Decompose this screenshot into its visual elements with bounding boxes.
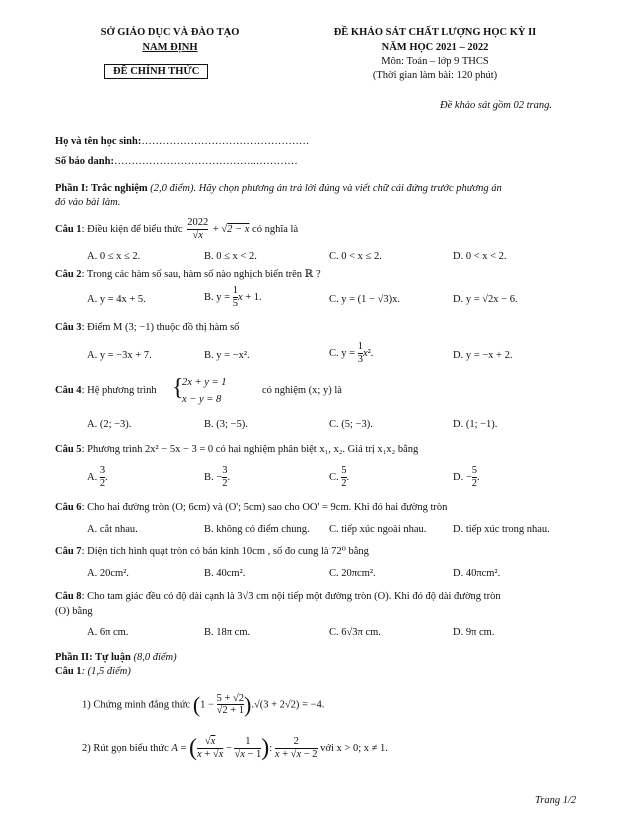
student-id-row (55, 156, 298, 167)
q5-option-a: A. $\frac{3}{2}$ . (87, 465, 108, 489)
q2-option-b: B. y = $\frac{1}{5}$ x + 1. (204, 285, 262, 309)
q4-tail: có nghiệm (x; y) là (262, 385, 342, 396)
q1-option-a: A. 0 ≤ x ≤ 2. (87, 251, 141, 262)
q8-option-b: B. 18π cm. (204, 627, 251, 638)
school-year: NĂM HỌC 2021 – 2022 (381, 42, 489, 53)
q3-option-a: A. y = −3x + 7. (87, 350, 152, 361)
part2-item-2-tail: với x > 0; x ≠ 1. (320, 742, 388, 754)
q3-option-d: D. y = −x + 2. (453, 350, 513, 361)
q2-option-c: C. y = (1 − √3)x. (329, 294, 400, 305)
q3-label: Câu 3 (55, 322, 82, 333)
q1-fraction: $\frac{2022}{√x}$ (187, 217, 209, 241)
q3-option-c: C. y = $\frac{1}{3}$ x². (329, 341, 374, 365)
page-number: Trang 1/2 (535, 795, 577, 806)
question-5 (55, 444, 418, 455)
pages-note: Đề khảo sát gồm 02 trang. (440, 100, 552, 111)
province-name: NAM ĐỊNH (142, 42, 198, 53)
part1-instruction-cont: đó vào bài làm. (55, 197, 121, 208)
q5-option-c: C. $\frac{5}{2}$ . (329, 465, 350, 489)
q7-option-d: D. 40πcm². (453, 568, 501, 579)
q4-option-c: C. (5; −3). (329, 419, 373, 430)
part1-instruction: Hãy chọn phương án trả lời đúng và viết chữ cái đứng trước phương án (198, 183, 502, 194)
q2-option-d: D. y = √2x − 6. (453, 294, 518, 305)
question-7 (55, 545, 369, 557)
q4-option-a: A. (2; −3). (87, 419, 132, 430)
student-id-dots: …………………………………..………… (113, 156, 298, 167)
q4-text: : Hệ phương trình (81, 385, 157, 396)
student-name-dots: ………………………………………… (141, 136, 310, 147)
q5-label: Câu 5 (55, 444, 82, 455)
part1-points: (2,0 điểm). (150, 183, 197, 194)
q1-option-d: D. 0 < x < 2. (453, 251, 507, 262)
student-id-label: Số báo danh: (55, 156, 114, 167)
part1-header (55, 183, 502, 194)
part2-item-2: 2) Rút gọn biểu thức A = ( $\frac{√x}{x + √x}$ − $\frac{1}{√x - 1}$ ): $\frac{2}{x + √x - 2}$ với x > 0; x ≠ 1. (82, 735, 388, 761)
part2-item-1: 1) Chứng minh đẳng thức (1 − $\frac{5 + √2}{√2 + 1}$ ).√(3 + 2√2) = −4. (82, 692, 325, 717)
q1-option-c: C. 0 < x ≤ 2. (329, 251, 382, 262)
q5-option-d: D. − $\frac{5}{2}$ . (453, 465, 480, 489)
q7-label: Câu 7 (55, 546, 82, 557)
q5-option-b: B. − $\frac{3}{2}$ . (204, 465, 231, 489)
q4-label: Câu 4 (55, 385, 82, 396)
part2-item-1-tail: √(3 + 2√2) = −4. (253, 699, 325, 711)
time-line: (Thời gian làm bài: 120 phút) (372, 70, 498, 81)
q8-option-c: C. 6√3π cm. (329, 627, 381, 638)
q3-text: : Điểm M (3; −1) thuộc đồ thị hàm số (81, 322, 240, 333)
q6-option-d: D. tiếp xúc trong nhau. (453, 524, 550, 535)
exam-title: ĐỀ KHẢO SÁT CHẤT LƯỢNG HỌC KỲ II (333, 27, 537, 38)
q6-option-c: C. tiếp xúc ngoài nhau. (329, 524, 427, 535)
part2-header (55, 652, 177, 663)
q1-tail: có nghĩa là (252, 223, 299, 235)
q2-option-a: A. y = 4x + 5. (87, 294, 146, 305)
official-badge: ĐỀ CHÍNH THỨC (104, 64, 208, 79)
department-name: SỞ GIÁO DỤC VÀ ĐÀO TẠO (100, 27, 240, 38)
subject-line: Môn: Toán – lớp 9 THCS (381, 56, 489, 67)
q4-option-d: D. (1; −1). (453, 419, 498, 430)
q6-text: : Cho hai đường tròn (O; 6cm) và (O'; 5cm) sao cho OO' = 9cm. Khi đó hai đường tròn (81, 502, 448, 513)
q5-text: : Phương trình 2x² − 5x − 3 = 0 có hai nghiệm phân biệt x₁, x₂. Giá trị x₁x₂ bằng (81, 444, 419, 455)
q8-label: Câu 8 (55, 591, 82, 602)
part2-q1-points: : (1,5 điểm) (81, 666, 131, 677)
q6-option-b: B. không có điểm chung. (204, 524, 310, 535)
q6-label: Câu 6 (55, 502, 82, 513)
question-4 (55, 385, 157, 396)
q8-text: : Cho tam giác đều có độ dài cạnh là 3√3 cm nội tiếp một đường tròn (O). Khi đó độ dài đường tròn (81, 591, 501, 602)
part1-title: Phần I: Trắc nghiệm (55, 183, 148, 194)
q8-option-a: A. 6π cm. (87, 627, 129, 638)
q4-system-eq1: 2x + y = 1 (182, 377, 227, 388)
part2-q1-label: Câu 1 (55, 666, 82, 677)
q4-brace: { (172, 375, 184, 401)
q7-text: : Diện tích hình quạt tròn có bán kính 10cm , số đo cung là 72⁰ bằng (81, 546, 369, 557)
question-8 (55, 591, 501, 602)
question-2 (55, 268, 321, 280)
q8-option-d: D. 9π cm. (453, 627, 495, 638)
part2-title: Phần II: Tự luận (55, 652, 131, 663)
part2-points: (8,0 điểm) (133, 652, 177, 663)
student-name-label: Họ và tên học sinh: (55, 136, 142, 147)
question-6 (55, 502, 447, 513)
q1-text: : Điều kiện để biểu thức (81, 223, 183, 235)
q7-option-a: A. 20cm². (87, 568, 129, 579)
q2-label: Câu 2 (55, 269, 82, 280)
q2-text: : Trong các hàm số sau, hàm số nào nghịch biến trên ℝ ? (81, 269, 321, 280)
q4-system-eq2: x − y = 8 (182, 394, 222, 405)
student-name-row (55, 136, 309, 147)
q1-option-b: B. 0 ≤ x < 2. (204, 251, 257, 262)
q7-option-b: B. 40cm². (204, 568, 246, 579)
q3-option-b: B. y = −x². (204, 350, 250, 361)
q7-option-c: C. 20πcm². (329, 568, 376, 579)
q8-text-cont: (O) bằng (55, 606, 93, 617)
q4-option-b: B. (3; −5). (204, 419, 248, 430)
q6-option-a: A. cắt nhau. (87, 524, 138, 535)
part2-q1-header (55, 666, 131, 677)
question-3 (55, 322, 239, 333)
q1-label: Câu 1 (55, 223, 82, 235)
question-1: Câu 1: Điều kiện để biểu thức $\frac{2022}{√x}$ + √2 − x có nghĩa là (55, 217, 299, 241)
